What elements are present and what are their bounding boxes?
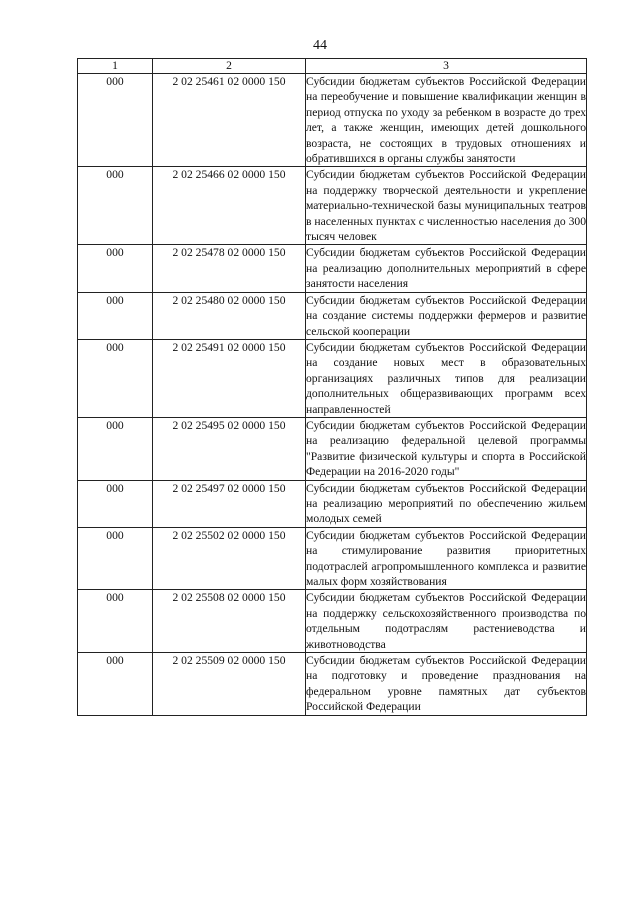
column-header-3: 3	[306, 59, 587, 74]
admin-code-cell: 000	[78, 167, 153, 245]
admin-code-cell: 000	[78, 292, 153, 339]
table-row	[78, 590, 587, 653]
table-row	[78, 653, 587, 716]
kbk-code-cell: 2 02 25466 02 0000 150	[153, 167, 306, 245]
admin-code-cell: 000	[78, 527, 153, 590]
budget-classification-table	[77, 58, 587, 716]
table-row	[78, 417, 587, 480]
admin-code-cell: 000	[78, 417, 153, 480]
table-row	[78, 292, 587, 339]
kbk-code-cell: 2 02 25508 02 0000 150	[153, 590, 306, 653]
column-header-2: 2	[153, 59, 306, 74]
admin-code-cell: 000	[78, 74, 153, 167]
description-cell: Субсидии бюджетам субъектов Российской Федерации на стимулирование развития приоритетных подотраслей агропромышленного комплекса и развитие малых форм хозяйствования	[306, 528, 586, 588]
table-row	[78, 480, 587, 527]
table-header-row	[78, 59, 587, 74]
admin-code-cell: 000	[78, 245, 153, 292]
page-number: 44	[313, 38, 327, 53]
table-row	[78, 74, 587, 167]
description-cell: Субсидии бюджетам субъектов Российской Федерации на поддержку сельскохозяйственного производства по отдельным подотраслям растениеводства и животноводства	[306, 591, 586, 651]
description-cell: Субсидии бюджетам субъектов Российской Федерации на создание новых мест в образовательных организациях различных типов для реализации дополнительных общеразвивающих программ всех направленностей	[306, 340, 586, 416]
kbk-code-cell: 2 02 25495 02 0000 150	[153, 417, 306, 480]
table-row	[78, 339, 587, 417]
kbk-code-cell: 2 02 25478 02 0000 150	[153, 245, 306, 292]
kbk-code-cell: 2 02 25497 02 0000 150	[153, 480, 306, 527]
description-cell: Субсидии бюджетам субъектов Российской Федерации на реализацию дополнительных мероприятий в сфере занятости населения	[306, 246, 586, 291]
table-row	[78, 167, 587, 245]
column-header-1: 1	[78, 59, 153, 74]
description-cell: Субсидии бюджетам субъектов Российской Федерации на реализацию федеральной целевой программы "Развитие физической культуры и спорта в Российской Федерации на 2016-2020 годы"	[306, 418, 586, 479]
kbk-code-cell: 2 02 25491 02 0000 150	[153, 339, 306, 417]
description-cell: Субсидии бюджетам субъектов Российской Федерации на создание системы поддержки фермеров и развитие сельской кооперации	[306, 293, 586, 338]
kbk-code-cell: 2 02 25502 02 0000 150	[153, 527, 306, 590]
table-row	[78, 527, 587, 590]
description-cell: Субсидии бюджетам субъектов Российской Федерации на подготовку и проведение празднования на федеральном уровне памятных дат субъектов Российской Федерации	[306, 654, 586, 714]
description-cell: Субсидии бюджетам субъектов Российской Федерации на поддержку творческой деятельности и укрепление материально-технической базы муниципальных театров в населенных пунктах с численностью населения до 300 тысяч человек	[306, 168, 586, 244]
kbk-code-cell: 2 02 25509 02 0000 150	[153, 653, 306, 716]
admin-code-cell: 000	[78, 653, 153, 716]
kbk-code-cell: 2 02 25461 02 0000 150	[153, 74, 306, 167]
table-row	[78, 245, 587, 292]
admin-code-cell: 000	[78, 590, 153, 653]
admin-code-cell: 000	[78, 480, 153, 527]
admin-code-cell: 000	[78, 339, 153, 417]
description-cell: Субсидии бюджетам субъектов Российской Федерации на реализацию мероприятий по обеспечению жильем молодых семей	[306, 481, 586, 526]
description-cell: Субсидии бюджетам субъектов Российской Федерации на переобучение и повышение квалификации женщин в период отпуска по уходу за ребенком в возрасте до трех лет, а также женщин, имеющих детей дошкольного возраста, не состоящих в трудовых отношениях и обратившихся в органы службы занятости	[306, 75, 586, 166]
kbk-code-cell: 2 02 25480 02 0000 150	[153, 292, 306, 339]
